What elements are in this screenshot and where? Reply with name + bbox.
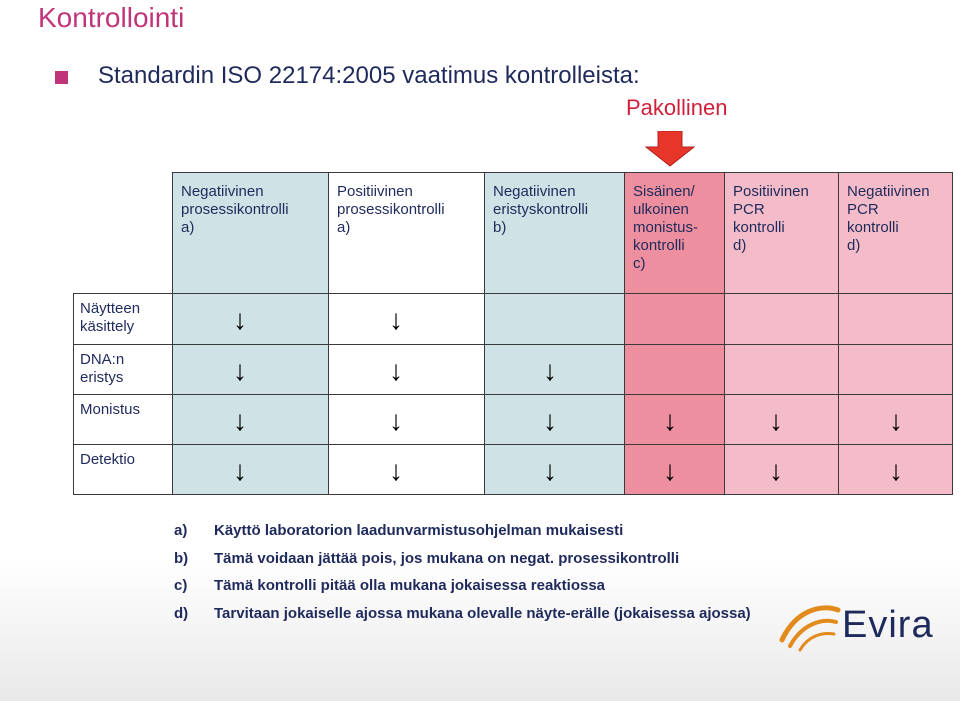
- row-label: [74, 445, 173, 495]
- column-header-line: a): [181, 219, 195, 236]
- table-row: [74, 445, 953, 495]
- required-arrow-icon: ↓: [389, 355, 403, 386]
- table-cell: [839, 345, 953, 395]
- subtitle: Standardin ISO 22174:2005 vaatimus kontrolleista:: [98, 62, 640, 89]
- bullet-square: [55, 71, 68, 84]
- table-row: [74, 294, 953, 345]
- table-cell: [839, 294, 953, 345]
- required-arrow-icon: ↓: [389, 405, 403, 436]
- column-header-line: kontrolli: [733, 219, 785, 236]
- column-header-line: kontrolli: [633, 237, 685, 254]
- table-cell: [625, 395, 725, 445]
- table-cell: [329, 445, 485, 495]
- column-header-line: ulkoinen: [633, 201, 689, 218]
- column-header-line: prosessikontrolli: [337, 201, 445, 218]
- table-cell: [839, 395, 953, 445]
- column-header-line: monistus-: [633, 219, 699, 236]
- column-header: [839, 173, 953, 294]
- column-header-line: b): [493, 219, 507, 236]
- column-header-line: Negatiivinen: [493, 183, 576, 200]
- controls-table: [73, 172, 953, 495]
- page-title: Kontrollointi: [38, 2, 185, 33]
- required-arrow-icon: ↓: [389, 304, 403, 335]
- required-arrow-icon: ↓: [543, 405, 557, 436]
- table-cell: [725, 445, 839, 495]
- table-cell: [625, 345, 725, 395]
- required-arrow-icon: ↓: [233, 405, 247, 436]
- row-label-line: Näytteen: [80, 300, 141, 317]
- table-cell: [485, 445, 625, 495]
- table-cell: [725, 294, 839, 345]
- column-header: [485, 173, 625, 294]
- column-header-line: Negatiivinen: [847, 183, 930, 200]
- table-cell: [485, 294, 625, 345]
- required-arrow-icon: ↓: [769, 455, 783, 486]
- column-header: [625, 173, 725, 294]
- down-arrow-icon: [645, 131, 695, 167]
- table-corner: [74, 173, 173, 294]
- table-cell: [329, 294, 485, 345]
- table-row: [74, 345, 953, 395]
- required-arrow-icon: ↓: [233, 455, 247, 486]
- column-header-line: d): [733, 237, 747, 254]
- required-arrow-icon: ↓: [769, 405, 783, 436]
- required-arrow-icon: ↓: [543, 455, 557, 486]
- column-header-line: Positiivinen: [733, 183, 809, 200]
- required-arrow-icon: ↓: [663, 455, 677, 486]
- column-header: [725, 173, 839, 294]
- table-row: [74, 395, 953, 445]
- footnote-key: b): [174, 549, 189, 567]
- table-cell: [329, 345, 485, 395]
- table-cell: [329, 395, 485, 445]
- row-label: [74, 294, 173, 345]
- footnote-key: c): [174, 577, 188, 594]
- row-label: [74, 395, 173, 445]
- table-cell: [725, 395, 839, 445]
- table-cell: [173, 345, 329, 395]
- mandatory-label: Pakollinen: [626, 95, 728, 120]
- evira-logo-text: Evira: [842, 604, 934, 646]
- footnote-text: Tämä kontrolli pitää olla mukana jokaisessa reaktiossa: [214, 577, 606, 594]
- column-header-line: PCR: [733, 201, 765, 218]
- table-cell: [173, 395, 329, 445]
- footnote-key: d): [174, 604, 189, 622]
- footnote-text: Tarvitaan jokaiselle ajossa mukana olevalle näyte-erälle (jokaisessa ajossa): [214, 604, 751, 622]
- required-arrow-icon: ↓: [663, 405, 677, 436]
- column-header-line: eristyskontrolli: [493, 201, 589, 218]
- column-header-line: kontrolli: [847, 219, 899, 236]
- column-header-line: c): [633, 255, 646, 272]
- row-label-line: DNA:n: [80, 351, 125, 368]
- footnote-key: a): [174, 522, 188, 539]
- table-cell: [725, 345, 839, 395]
- required-arrow-icon: ↓: [543, 355, 557, 386]
- table-cell: [625, 445, 725, 495]
- column-header-line: PCR: [847, 201, 879, 218]
- required-arrow-icon: ↓: [889, 405, 903, 436]
- required-arrow-icon: ↓: [233, 304, 247, 335]
- table-cell: [173, 445, 329, 495]
- column-header: [173, 173, 329, 294]
- column-header: [329, 173, 485, 294]
- row-label-line: käsittely: [80, 318, 135, 335]
- column-header-line: a): [337, 219, 351, 236]
- footnote-text: Tämä voidaan jättää pois, jos mukana on negat. prosessikontrolli: [214, 549, 680, 567]
- column-header-line: d): [847, 237, 861, 254]
- footnote-text: Käyttö laboratorion laadunvarmistusohjelman mukaisesti: [214, 522, 624, 539]
- required-arrow-icon: ↓: [389, 455, 403, 486]
- row-label: [74, 345, 173, 395]
- column-header-line: Negatiivinen: [181, 183, 264, 200]
- table-cell: [485, 345, 625, 395]
- column-header-line: Positiivinen: [337, 183, 413, 200]
- required-arrow-icon: ↓: [889, 455, 903, 486]
- row-label-line: Detektio: [80, 451, 136, 468]
- table-cell: [839, 445, 953, 495]
- table-cell: [173, 294, 329, 345]
- table-cell: [485, 395, 625, 445]
- required-arrow-icon: ↓: [233, 355, 247, 386]
- column-header-line: Sisäinen/: [633, 183, 695, 200]
- table-cell: [625, 294, 725, 345]
- column-header-line: prosessikontrolli: [181, 201, 289, 218]
- row-label-line: eristys: [80, 369, 124, 386]
- row-label-line: Monistus: [80, 401, 141, 418]
